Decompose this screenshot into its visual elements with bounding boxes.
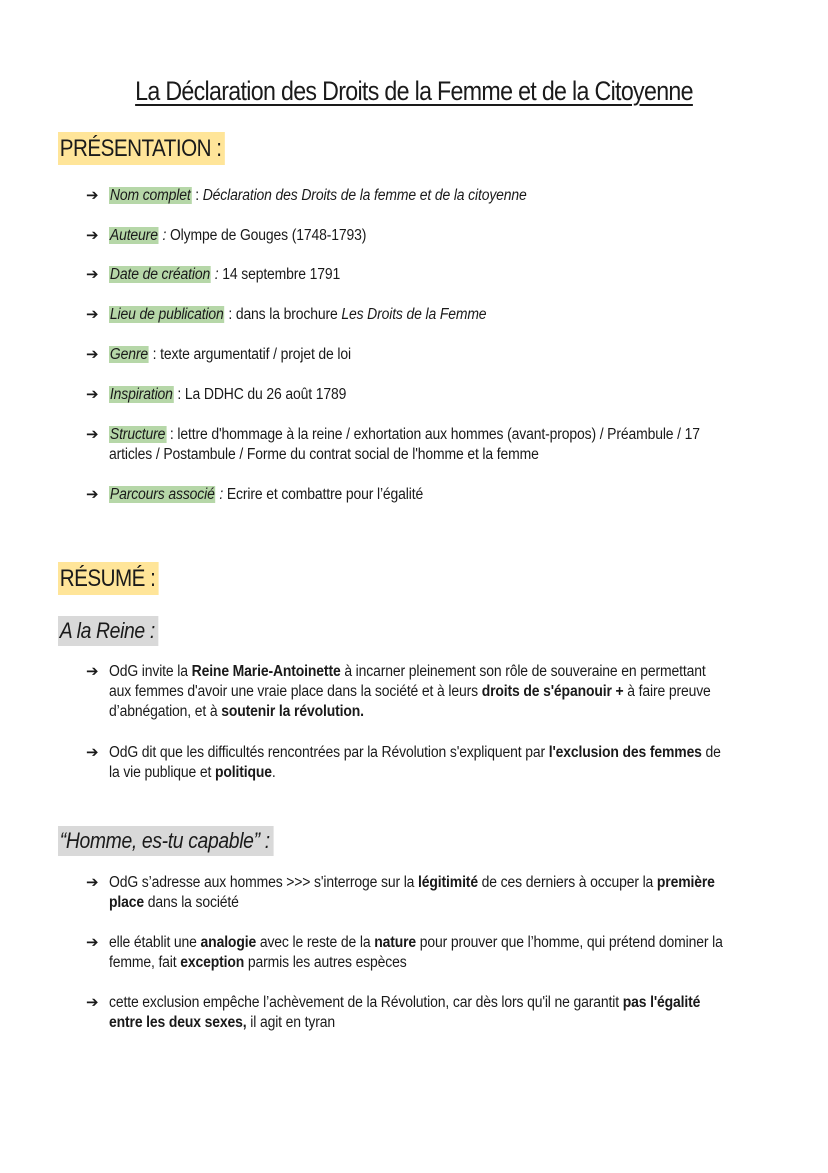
arrow-right-icon: ➔ — [86, 994, 99, 1011]
subheading-homme-es-tu-capable: “Homme, es-tu capable” : — [58, 826, 273, 856]
arrow-right-icon: ➔ — [86, 386, 99, 403]
section-heading-resume: RÉSUMÉ : — [58, 562, 159, 595]
document-page: La Déclaration des Droits de la Femme et de la Citoyenne PRÉSENTATION : ➔ Nom complet : Déclaration des Droits de la femme et de la citoyenne ➔ Auteure : Olympe de Gouges (1748-1793) ➔ Date de création : 14 septembre 1791 ➔ Lieu de publication : dans la brochure Les Droits de la Femme ➔ Genre : texte argumentatif / projet de loi ➔ Inspiration : La DDHC du 26 août 1789 ➔ Structure : lettre d'hommage à la reine / exhortation aux hommes (avant-propos) / Préambule / 17 articles / Postambule / Forme du contrat social de l'homme et la femme ➔ Parcours associé : Ecrire et combattre pour l’égalité RÉSUMÉ : A la Reine : ➔ OdG invite la Reine Marie-Antoinette à incarner pleinement son rôle de souveraine en permettant aux femmes d'avoir une vraie place dans la société et à leurs droits de s'épanouir + à faire preuve d’abnégation, et à soutenir la révolution. ➔ OdG dit que les difficultés rencontrées par la Révolution s'expliquent par l'exclusion des femmes de la vie publique et politique. “Homme, es-tu capable” : ➔ OdG s’adresse aux hommes >>> s'interroge sur la légitimité de ces derniers à occuper la première place dans la société ➔ elle établit une analogie avec le reste de la nature pour prouver que l’homme, qui prétend dominer la femme, fait exception parmis les autres espèces ➔ cette exclusion empêche l’achèvement de la Révolution, car dès lors qu'il ne garantit pas l'égalité entre les deux sexes, il agit en tyran — [0, 0, 828, 1173]
page-title: La Déclaration des Droits de la Femme et de la Citoyenne — [135, 76, 693, 106]
arrow-right-icon: ➔ — [86, 266, 99, 283]
arrow-right-icon: ➔ — [86, 346, 99, 363]
subheading-a-la-reine: A la Reine : — [58, 616, 158, 646]
arrow-right-icon: ➔ — [86, 227, 99, 244]
arrow-right-icon: ➔ — [86, 934, 99, 951]
section-heading-presentation: PRÉSENTATION : — [58, 132, 225, 165]
arrow-right-icon: ➔ — [86, 874, 99, 891]
arrow-right-icon: ➔ — [86, 306, 99, 323]
arrow-right-icon: ➔ — [86, 663, 99, 680]
arrow-right-icon: ➔ — [86, 187, 99, 204]
arrow-right-icon: ➔ — [86, 486, 99, 503]
arrow-right-icon: ➔ — [86, 744, 99, 761]
arrow-right-icon: ➔ — [86, 426, 99, 443]
